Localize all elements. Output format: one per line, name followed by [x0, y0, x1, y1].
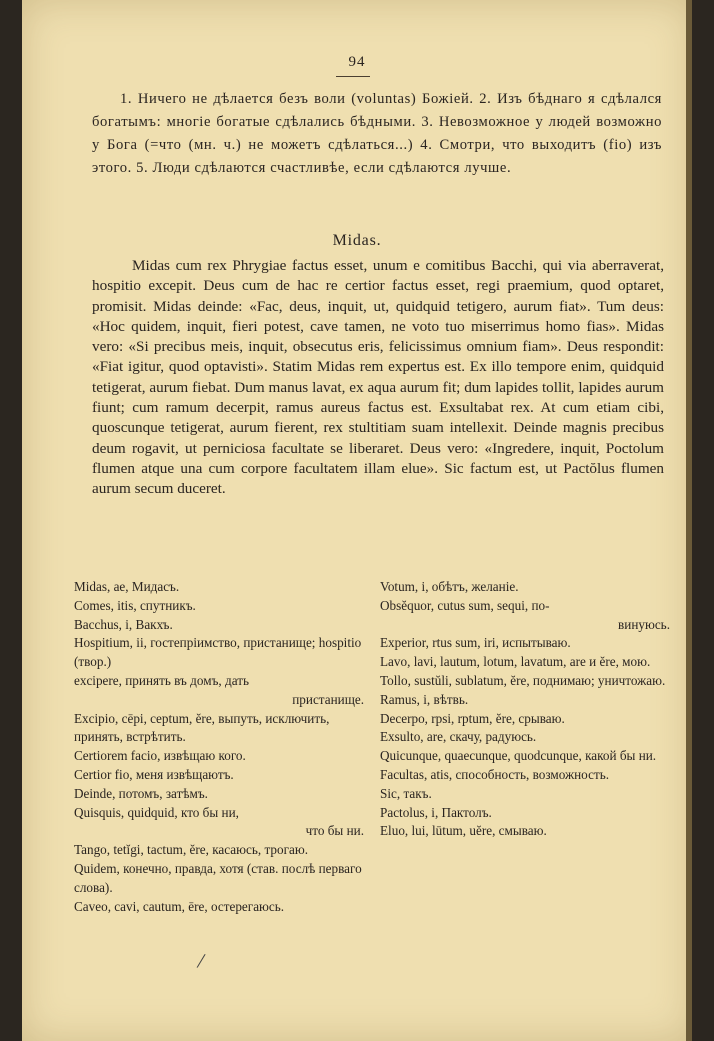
vocab-entry: Pactolus, i, Пактолъ.	[380, 804, 492, 820]
vocab-entry: Midas, ae, Мидасъ.	[74, 579, 180, 594]
vocab-entry: Quidem, конечно, правда, хотя (став. послѣ перваго слова).	[74, 860, 362, 895]
vocab-entry: Deinde, потомъ, затѣмъ.	[74, 785, 208, 801]
vocab-entry: Exsulto, are, скачу, радуюсь.	[380, 729, 537, 745]
story-text: Midas cum rex Phrygiae factus esset, unum e comitibus Bacchi, qui via aberraverat, hospitio excepit. Deus cum de hac re certior factus esset, regi praemium, quod optaret, promisit. Midas deinde: «Fac, deus, inquit, ut, quidquid tetigero, aurum fiat». Tum deus: «Hoc quidem, inquit, fieri potest, cave tamen, ne voto tuo miserrimus homo fias». Midas vero: «Si precibus meis, inquit, obsecutus eris, felicissimus omnium fiam». Deus respondit: «Fiat igitur, quod optavisti». Statim Midas rem expertus est. Ex illo tempore enim, quidquid tetigerat, aurum fiebat. Dum manus lavat, ex aqua aurum fit; dum lapides tollit, lapides aurum fiunt; cum ramum decerpit, ramus aureus factus est. Exsultabat rex. At cum etiam cibi, quoscunque tetigerat, aurum fierent, rex stultitiam suam intellexit. Deinde magnis precibus deum rogavit, ut perniciosa facultate se liberaret. Deus vero: «Ingredere, inquit, Poctolum flumen atque una cum corpore facultatem illam elue». Sic factum est, ut Pactŏlus flumen aurum secum duceret.	[92, 257, 664, 498]
pencil-mark: /	[195, 947, 207, 974]
vocab-entry: Quisquis, quidquid, кто бы ни, что бы ни.	[74, 804, 364, 839]
vocab-entry: Votum, i, обѣтъ, желаніе.	[380, 579, 519, 594]
vocab-entry: Certior fio, меня извѣщаютъ.	[74, 766, 234, 782]
story-title: Midas.	[332, 232, 382, 249]
vocab-entry: Hospitium, ii, гостепріимство, пристанище; hospitio (твор.)	[74, 635, 362, 670]
vocab-entry: Excipio, cēpi, ceptum, ĕre, выпуть, исключить, принять, встрѣтить.	[74, 710, 330, 745]
page-number-rule	[336, 76, 370, 77]
vocab-entry: Obsĕquor, cutus sum, sequi, по- винуюсь.	[380, 597, 670, 632]
vocab-column-right	[380, 578, 670, 916]
vocabulary	[74, 578, 670, 916]
vocab-entry: Certiorem facio, извѣщаю кого.	[74, 748, 246, 764]
vocab-entry: Tollo, sustŭli, sublatum, ĕre, поднимаю; уничтожаю.	[380, 672, 666, 688]
vocab-entry: Sic, такъ.	[380, 785, 432, 801]
vocab-entry: Ramus, i, вѣтвь.	[380, 691, 469, 707]
vocab-entry: Tango, tetĭgi, tactum, ĕre, касаюсь, трогаю.	[74, 842, 308, 858]
vocab-entry: Decerpo, rpsi, rptum, ĕre, срываю.	[380, 710, 565, 726]
vocab-entry: Facultas, atis, способность, возможность.	[380, 766, 610, 782]
vocab-entry: Lavo, lavi, lautum, lotum, lavatum, are и ĕre, мою.	[380, 654, 651, 670]
book-page	[22, 0, 692, 1041]
vocab-entry: Comes, itis, спутникъ.	[74, 597, 196, 613]
vocab-entry: Bacchus, i, Вакхъ.	[74, 616, 173, 632]
page-number: 94	[348, 54, 366, 70]
vocab-column-left	[74, 578, 364, 916]
exercise-notes: 1. Ничего не дѣлается безъ воли (voluntas) Божіей. 2. Изъ бѣднаго я сдѣлался богатымъ: многіе богатые сдѣлались бѣдными. 3. Невозможное у людей возможно у Бога (=что (мн. ч.) не можетъ сдѣлаться...) 4. Смотри, что выходитъ (fio) изъ этого. 5. Люди сдѣлаются счастливѣе, если сдѣлаются лучше.	[92, 91, 662, 176]
vocab-entry: Caveo, cavi, cautum, ēre, остерегаюсь.	[74, 898, 285, 914]
vocab-entry: excipere, принять въ домъ, дать пристанище.	[74, 672, 364, 707]
vocab-entry: Quicunque, quaecunque, quodcunque, какой бы ни.	[380, 748, 657, 764]
book-spine-edge	[686, 0, 692, 1041]
vocab-entry: Eluo, lui, lūtum, uĕre, смываю.	[380, 823, 547, 839]
vocab-entry: Experior, rtus sum, iri, испытываю.	[380, 635, 571, 651]
